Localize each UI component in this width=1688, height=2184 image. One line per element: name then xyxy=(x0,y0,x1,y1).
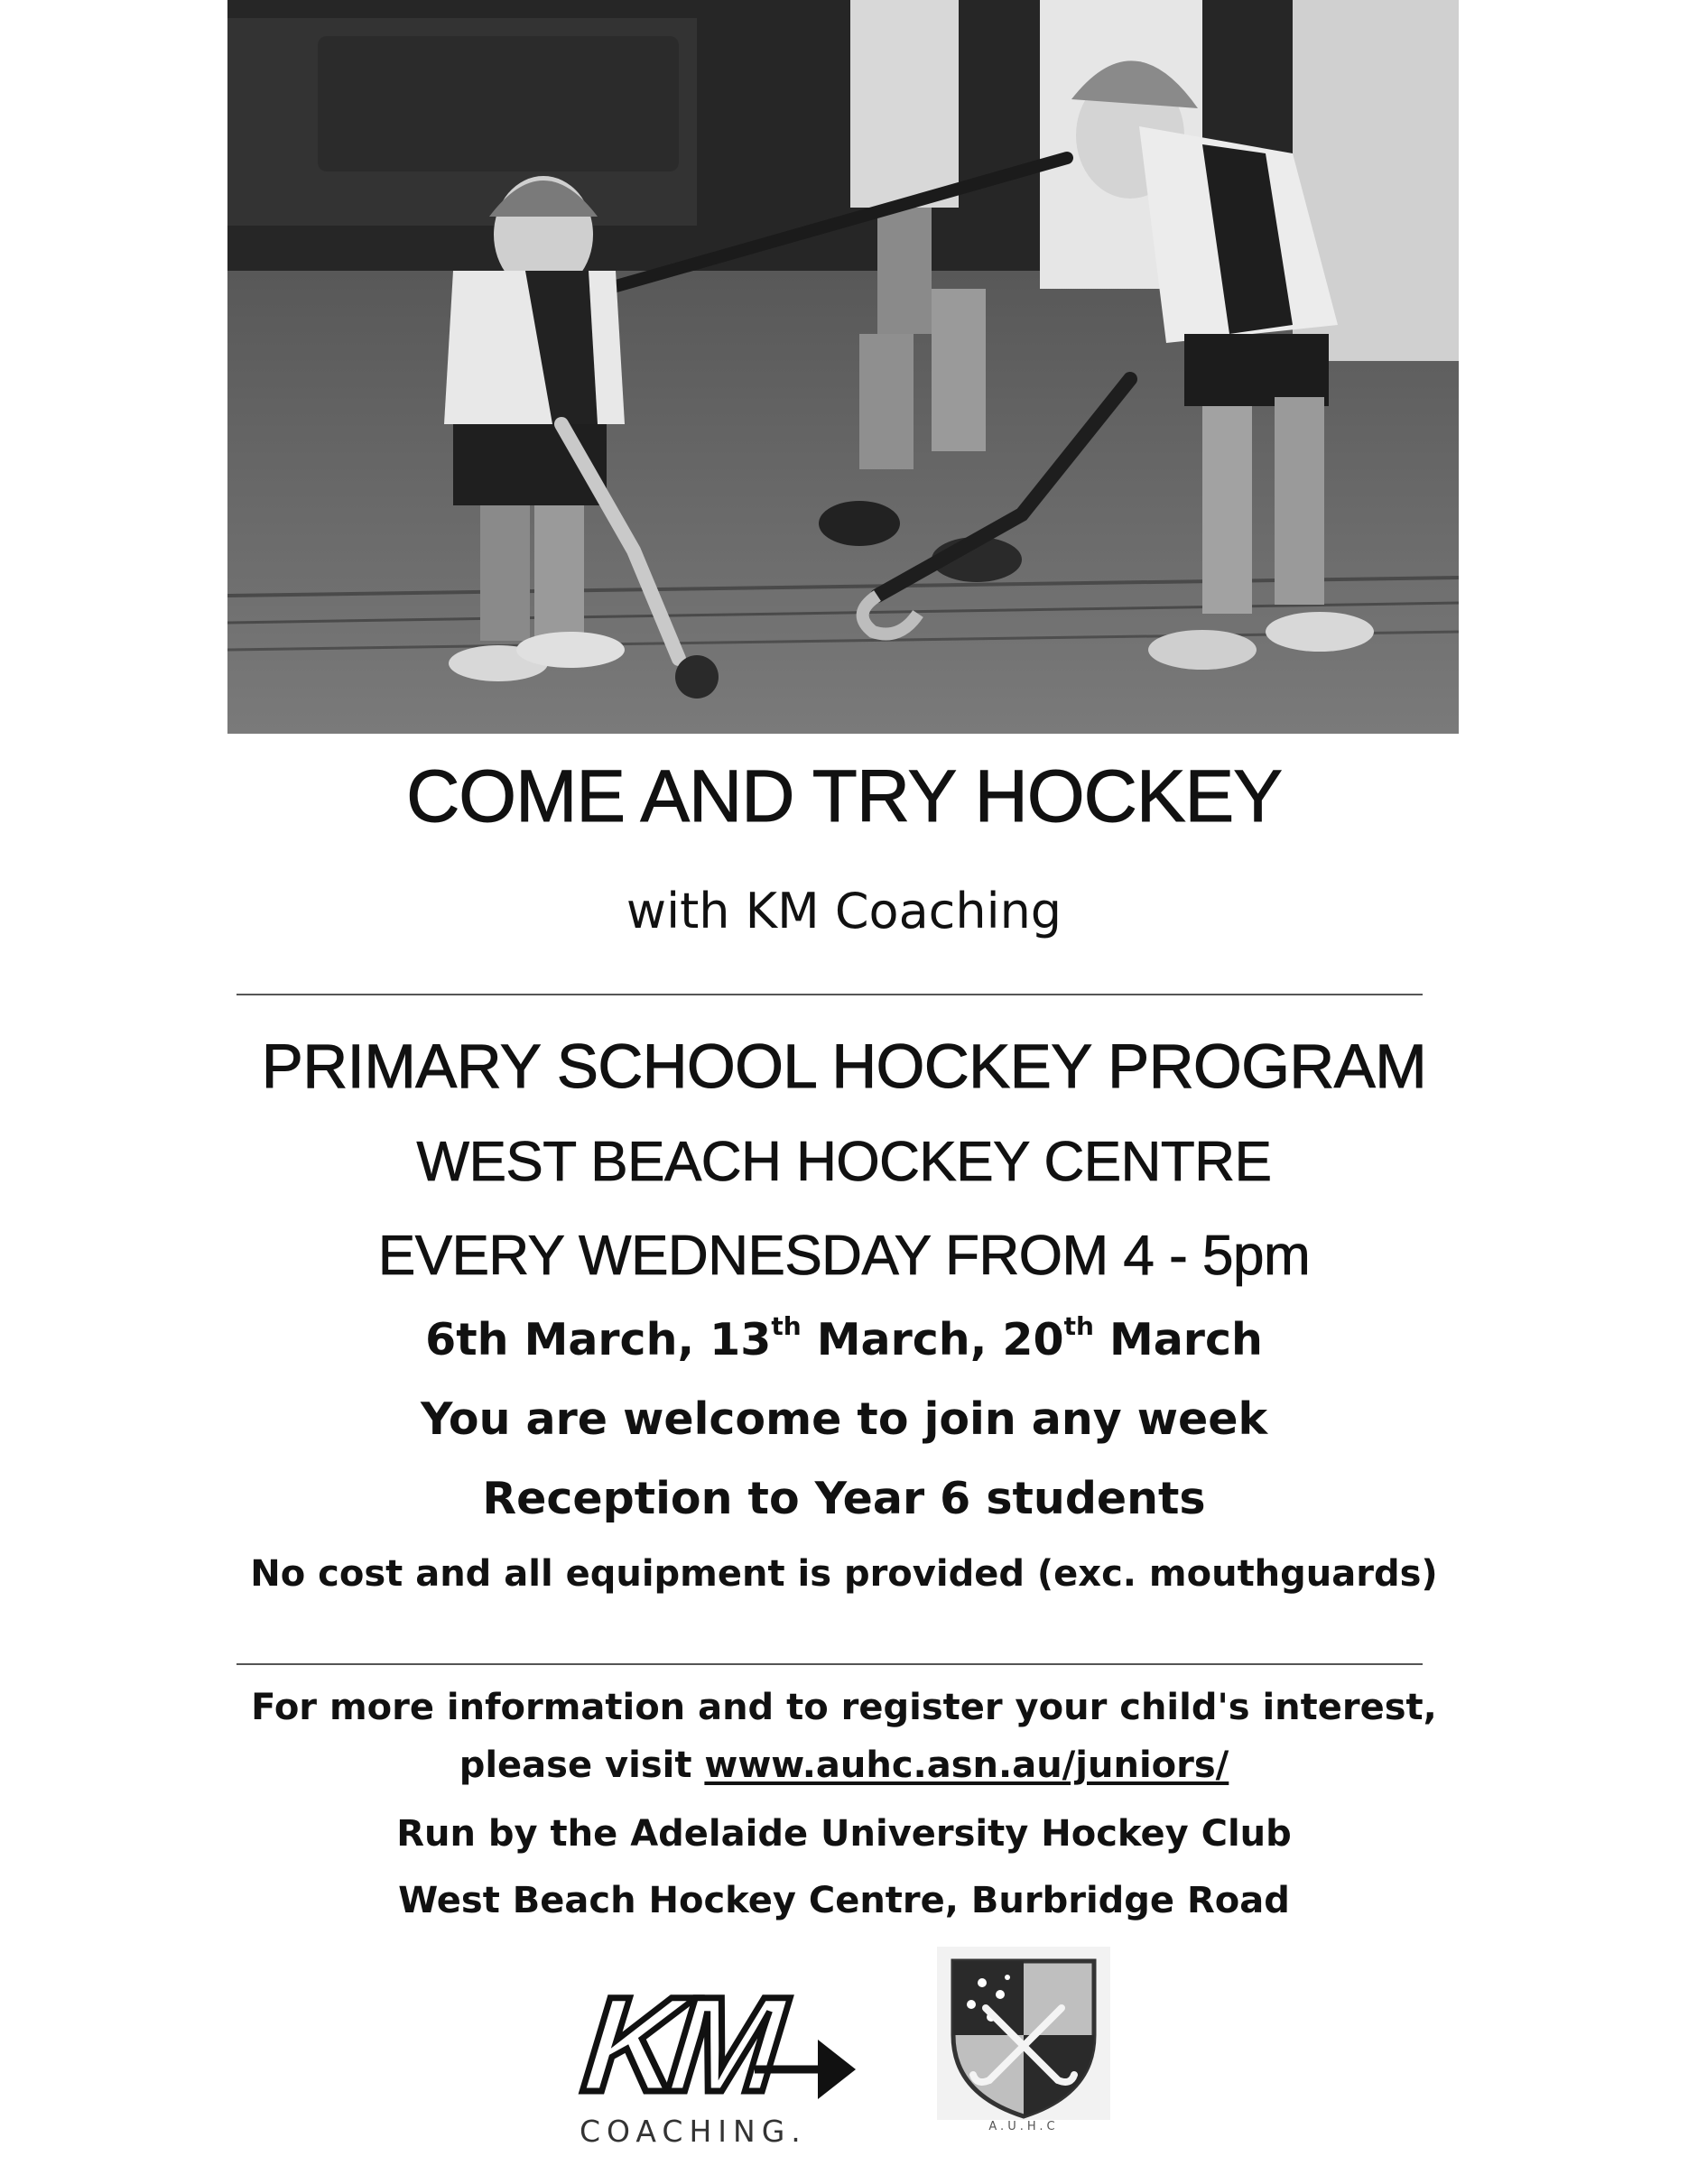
crest-caption: A.U.H.C xyxy=(988,2120,1059,2133)
divider-bottom xyxy=(237,1663,1423,1665)
date-2-day: 13 xyxy=(710,1314,772,1365)
info-line: For more information and to register your child's interest, xyxy=(251,1687,1437,1728)
km-logo-letters: KM xyxy=(577,1968,779,2120)
program-name: PRIMARY SCHOOL HOCKEY PROGRAM xyxy=(261,1032,1427,1101)
date-3-suffix: th xyxy=(1063,1311,1094,1341)
program-dates: 6th March, 13th March, 20th March xyxy=(425,1311,1263,1365)
date-2-suffix: th xyxy=(771,1311,802,1341)
hockey-players-image xyxy=(227,0,1459,734)
program-venue: WEST BEACH HOCKEY CENTRE xyxy=(416,1131,1272,1193)
km-logo-word: COACHING. xyxy=(580,2114,807,2149)
run-by-line: Run by the Adelaide University Hockey Club xyxy=(396,1813,1292,1855)
cost-note: No cost and all equipment is provided (exc. mouthguards) xyxy=(250,1553,1438,1595)
km-coaching-logo xyxy=(577,1968,885,2157)
page-title: COME AND TRY HOCKEY xyxy=(406,755,1282,838)
date-3-day: 20 xyxy=(1002,1314,1064,1365)
audience-note: Reception to Year 6 students xyxy=(482,1473,1206,1524)
date-1-day: 6th xyxy=(425,1314,509,1365)
date-3-month: March xyxy=(1108,1314,1263,1365)
date-1-month: March xyxy=(524,1314,678,1365)
auhc-crest-logo xyxy=(935,1945,1112,2154)
juniors-link[interactable]: www.auhc.asn.au/juniors/ xyxy=(704,1744,1229,1786)
welcome-note: You are welcome to join any week xyxy=(420,1393,1268,1445)
info-visit-line xyxy=(0,1745,1688,1785)
date-2-month: March xyxy=(816,1314,970,1365)
shield-crest-icon xyxy=(935,1945,1112,2122)
page-subtitle: with KM Coaching xyxy=(626,883,1062,939)
divider-top xyxy=(237,994,1423,995)
address-line: West Beach Hockey Centre, Burbridge Road xyxy=(398,1880,1290,1921)
info-visit-prefix: please visit xyxy=(459,1744,705,1786)
hero-photo xyxy=(227,0,1459,734)
arrow-right-icon xyxy=(755,2029,863,2110)
program-schedule: EVERY WEDNESDAY FROM 4 - 5pm xyxy=(377,1225,1311,1287)
